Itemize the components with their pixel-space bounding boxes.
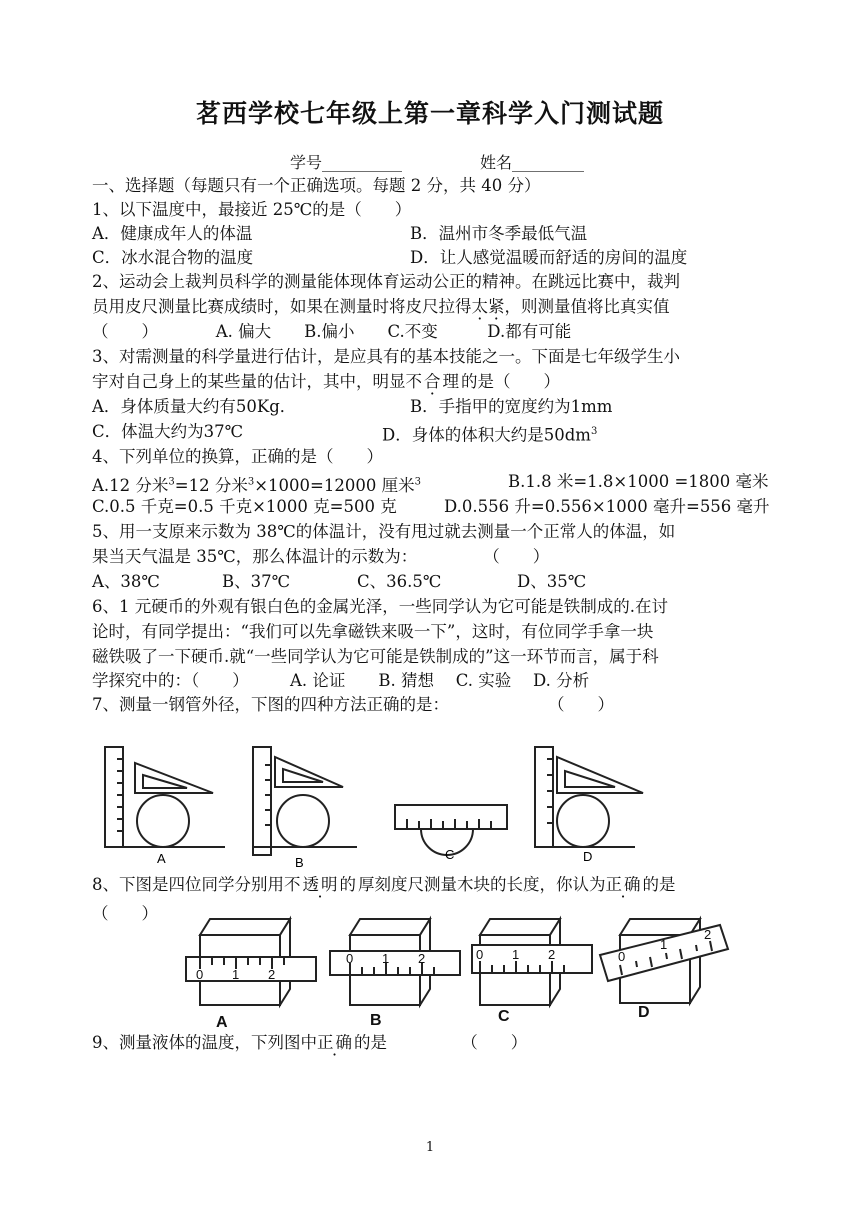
q8-emph-2: 正确 [605, 875, 643, 894]
q8-b-tick-2: 2 [418, 951, 426, 966]
q2-line2-b: ，则测量值将比真实值 [504, 297, 670, 316]
q8-b-tick-0: 0 [346, 951, 354, 966]
q8-label-d: D [638, 1004, 650, 1021]
q3-option-b: B．手指甲的宽度约为1mm [410, 397, 613, 416]
q7-diagram-d [535, 747, 643, 847]
q1-options-row1 [92, 223, 792, 245]
q8-c-tick-2: 2 [548, 947, 556, 962]
q8-line1: 8、下图是四位同学分别用不透明的厚刻度尺测量木块的长度，你认为正确的是 [92, 875, 676, 894]
q6-line4: 学探究中的：（ ） A. 论证 B. 猜想 C. 实验 D. 分析 [92, 671, 590, 690]
q8-d-tick-1: 1 [660, 937, 668, 952]
q4-options-row2 [92, 496, 792, 518]
q9-stem: 9、测量液体的温度，下列图中正确的是 （ ） [92, 1033, 528, 1052]
q8-diagram-c [472, 919, 592, 1005]
q8-c-tick-0: 0 [476, 947, 484, 962]
section-heading: 一、选择题（每题只有一个正确选项。每题 2 分，共 40 分） [92, 176, 541, 195]
q6-line3: 磁铁吸了一下硬币.就“一些同学认为它可能是铁制成的”这一环节而言，属于科 [92, 647, 659, 666]
q8-d-tick-2: 2 [704, 927, 712, 942]
q8-emph-1: 不透明的 [284, 875, 358, 894]
q8-label-c: C [498, 1008, 510, 1025]
q1-options-row2 [92, 247, 792, 269]
q2-line2-a: 员用皮尺测量比赛成绩时，如果在测量时将皮尺拉得 [92, 297, 472, 316]
q7-label-a: A [157, 851, 166, 866]
q5-options [92, 571, 792, 593]
q8-c-tick-1: 1 [512, 947, 520, 962]
q4-options-row1 [92, 471, 792, 497]
q7-diagram-b [253, 747, 357, 855]
q5-option-c: C、36.5℃ [357, 572, 442, 591]
student-id-field: 学号__________ [290, 153, 403, 172]
q1-stem: 1、以下温度中，最接近 25℃的是（ ） [92, 200, 412, 219]
q7-label-c: C [445, 847, 455, 862]
q8-d-tick-0: 0 [618, 949, 626, 964]
q3-line2-a: 宇对自己身上的某些量的估计，其中，明显 [92, 372, 406, 391]
q1-option-c: C．冰水混合物的温度 [92, 248, 254, 267]
q3-emph: 不合理 [405, 372, 461, 391]
q9-emph: 正确 [317, 1033, 354, 1052]
q3-line2-b: 的是（ ） [461, 372, 560, 391]
q8-label-a: A [216, 1014, 228, 1030]
q3-option-c: C．体温大约为37℃ [92, 422, 244, 441]
q2-emph-2: 紧 [488, 297, 505, 316]
q6-line1: 6、1 元硬币的外观有银白色的金属光泽，一些同学认为它可能是铁制成的.在讨 [92, 597, 668, 616]
q8-a-tick-0: 0 [196, 967, 204, 982]
q2-line1: 2、运动会上裁判员科学的测量能体现体育运动公正的精神。在跳远比赛中，裁判 [92, 272, 680, 291]
q4-option-c: C.0.5 千克=0.5 千克×1000 克=500 克 [92, 497, 397, 516]
q3-option-d: D．身体的体积大约是$50dm^3$ [382, 425, 598, 445]
q7-stem: 7、测量一钢管外径，下图的四种方法正确的是： （ ） [92, 695, 614, 714]
q7-label-d: D [583, 849, 593, 864]
q4-stem: 4、下列单位的换算，正确的是（ ） [92, 447, 383, 466]
q7-diagram-a [105, 747, 225, 847]
q3-options-row2 [92, 421, 792, 443]
q8-line2: （ ） [92, 904, 158, 923]
q2-line2 [92, 296, 792, 318]
q8-a-tick-2: 2 [268, 967, 276, 982]
name-field: 姓名_________ [480, 153, 585, 172]
q4-option-b: B.1.8 米=1.8×1000 =1800 毫米 [508, 472, 769, 491]
q5-line2: 果当天气温是 35℃，那么体温计的示数为： （ ） [92, 547, 550, 566]
q2-line3: （ ） A. 偏大 B.偏小 C.不变 D.都有可能 [92, 322, 572, 341]
q5-option-a: A、38℃ [92, 572, 160, 591]
q1-option-d: D．让人感觉温暖而舒适的房间的温度 [410, 248, 688, 267]
q3-line2 [92, 371, 792, 393]
q5-line1: 5、用一支原来示数为 38℃的体温计，没有甩过就去测量一个正常人的体温，如 [92, 522, 676, 541]
q6-line2: 论时，有同学提出：“我们可以先拿磁铁来吸一下”，这时，有位同学手拿一块 [92, 622, 654, 641]
q8-figure [180, 905, 740, 1030]
q8-b-tick-1: 1 [382, 951, 390, 966]
q4-option-a: A.12 分米$^3$=12 分米$^3$×1000=12000 厘米$^3$ [92, 475, 421, 495]
page-number: 1 [425, 1140, 435, 1155]
q8-label-b: B [370, 1012, 382, 1029]
q8-diagram-a [186, 919, 316, 1005]
q1-option-a: A．健康成年人的体温 [92, 224, 253, 243]
q4-option-d: D.0.556 升=0.556×1000 毫升=556 毫升 [444, 497, 770, 516]
q1-option-b: B．温州市冬季最低气温 [410, 224, 588, 243]
q3-option-a: A．身体质量大约有50Kg． [92, 397, 297, 416]
q2-emph-1: 太 [471, 297, 488, 316]
q5-option-b: B、37℃ [222, 572, 291, 591]
q7-figure [95, 735, 655, 870]
q7-label-b: B [295, 855, 304, 870]
q3-options-row1 [92, 396, 792, 418]
q5-option-d: D、35℃ [517, 572, 587, 591]
page-title: 茗西学校七年级上第一章科学入门测试题 [195, 99, 664, 128]
q8-a-tick-1: 1 [232, 967, 240, 982]
q3-line1: 3、对需测量的科学量进行估计，是应具有的基本技能之一。下面是七年级学生小 [92, 347, 680, 366]
